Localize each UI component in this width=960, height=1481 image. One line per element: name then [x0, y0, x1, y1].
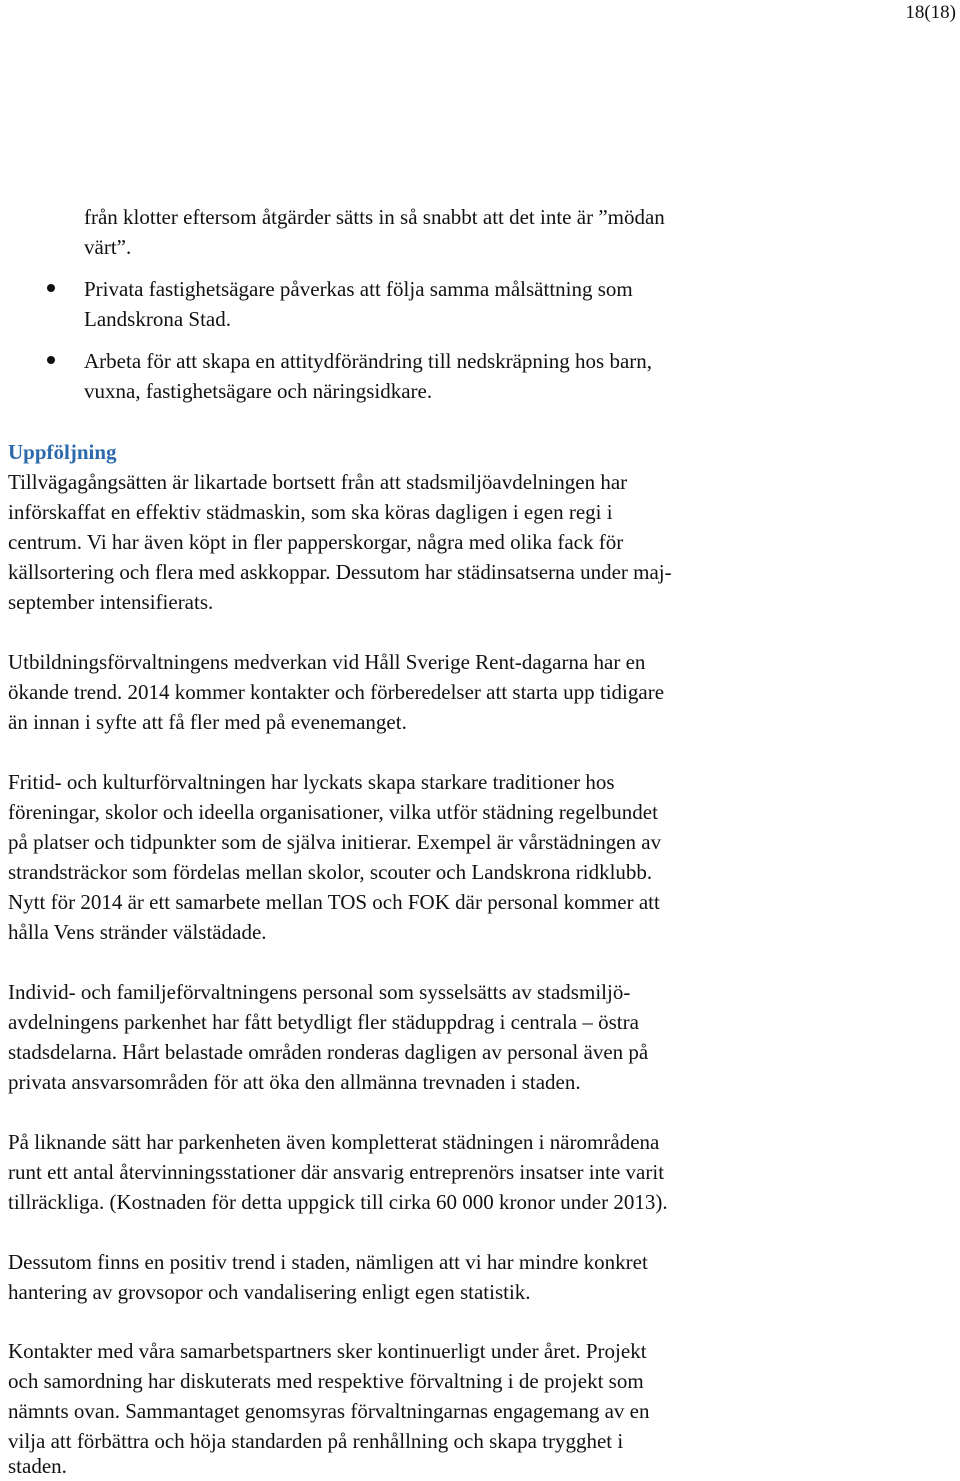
paragraph-line: Tillvägagångsätten är likartade bortsett från att stadsmiljöavdelningen har	[8, 470, 628, 494]
paragraph-line: september intensifierats.	[8, 590, 214, 614]
paragraph-line: avdelningens parkenhet har fått betydligt fler städuppdrag i centrala – östra	[8, 1010, 639, 1034]
bullet-icon	[47, 284, 55, 292]
paragraph-line: nämnts ovan. Sammantaget genomsyras förvaltningarnas engagemang av en	[8, 1399, 650, 1423]
paragraph-line: ökande trend. 2014 kommer kontakter och förberedelser att starta upp tidigare	[8, 680, 665, 704]
paragraph-line: hantering av grovsopor och vandalisering enligt egen statistik.	[8, 1280, 531, 1304]
paragraph-line: på platser och tidpunkter som de själva initierar. Exempel är vårstädningen av	[8, 830, 662, 854]
paragraph-line: vilja att förbättra och höja standarden på renhållning och skapa trygghet i	[8, 1429, 624, 1453]
paragraph-line: tillräckliga. (Kostnaden för detta uppgick till cirka 60 000 kronor under 2013).	[8, 1190, 668, 1214]
paragraph-line: källsortering och flera med askkoppar. Dessutom har städinsatserna under maj-	[8, 560, 672, 584]
paragraph-line: föreningar, skolor och ideella organisationer, vilka utför städning regelbundet	[8, 800, 658, 824]
paragraph-line: införskaffat en effektiv städmaskin, som ska köras dagligen i egen regi i	[8, 500, 613, 524]
paragraph-line: staden.	[8, 1454, 67, 1478]
bullet-icon	[47, 356, 55, 364]
paragraph-line: strandsträckor som fördelas mellan skolor, scouter och Landskrona ridklubb.	[8, 860, 653, 884]
paragraph-line: än innan i syfte att få fler med på evenemanget.	[8, 710, 407, 734]
paragraph-line: och samordning har diskuterats med respektive förvaltning i de projekt som	[8, 1369, 644, 1393]
paragraph-line: stadsdelarna. Hårt belastade områden ronderas dagligen av personal även på	[8, 1040, 649, 1064]
list-item-line: vuxna, fastighetsägare och näringsidkare.	[84, 379, 433, 403]
paragraph-line: Dessutom finns en positiv trend i staden, nämligen att vi har mindre konkret	[8, 1250, 648, 1274]
list-item-line: Privata fastighetsägare påverkas att följa samma målsättning som	[84, 277, 633, 301]
paragraph-line: centrum. Vi har även köpt in fler papperskorgar, några med olika fack för	[8, 530, 624, 554]
paragraph-line: På liknande sätt har parkenheten även kompletterat städningen i närområdena	[8, 1130, 660, 1154]
paragraph-line: runt ett antal återvinningsstationer där ansvarig entreprenörs insatser inte varit	[8, 1160, 665, 1184]
section-heading: Uppföljning	[8, 440, 117, 464]
paragraph-line: Fritid- och kulturförvaltningen har lyckats skapa starkare traditioner hos	[8, 770, 615, 794]
paragraph-line: hålla Vens stränder välstädade.	[8, 920, 267, 944]
paragraph-line: Nytt för 2014 är ett samarbete mellan TOS och FOK där personal kommer att	[8, 890, 660, 914]
list-item-line: från klotter eftersom åtgärder sätts in så snabbt att det inte är ”mödan	[84, 205, 665, 229]
list-item-line: Arbeta för att skapa en attitydförändring till nedskräpning hos barn,	[84, 349, 653, 373]
paragraph-line: Utbildningsförvaltningens medverkan vid Håll Sverige Rent-dagarna har en	[8, 650, 646, 674]
list-item-line: värt”.	[84, 235, 132, 259]
paragraph-line: Individ- och familjeförvaltningens personal som sysselsätts av stadsmiljö-	[8, 980, 631, 1004]
list-item-line: Landskrona Stad.	[84, 307, 231, 331]
paragraph-line: Kontakter med våra samarbetspartners sker kontinuerligt under året. Projekt	[8, 1339, 647, 1363]
paragraph-line: privata ansvarsområden för att öka den allmänna trevnaden i staden.	[8, 1070, 581, 1094]
page-number: 18(18)	[905, 2, 956, 23]
